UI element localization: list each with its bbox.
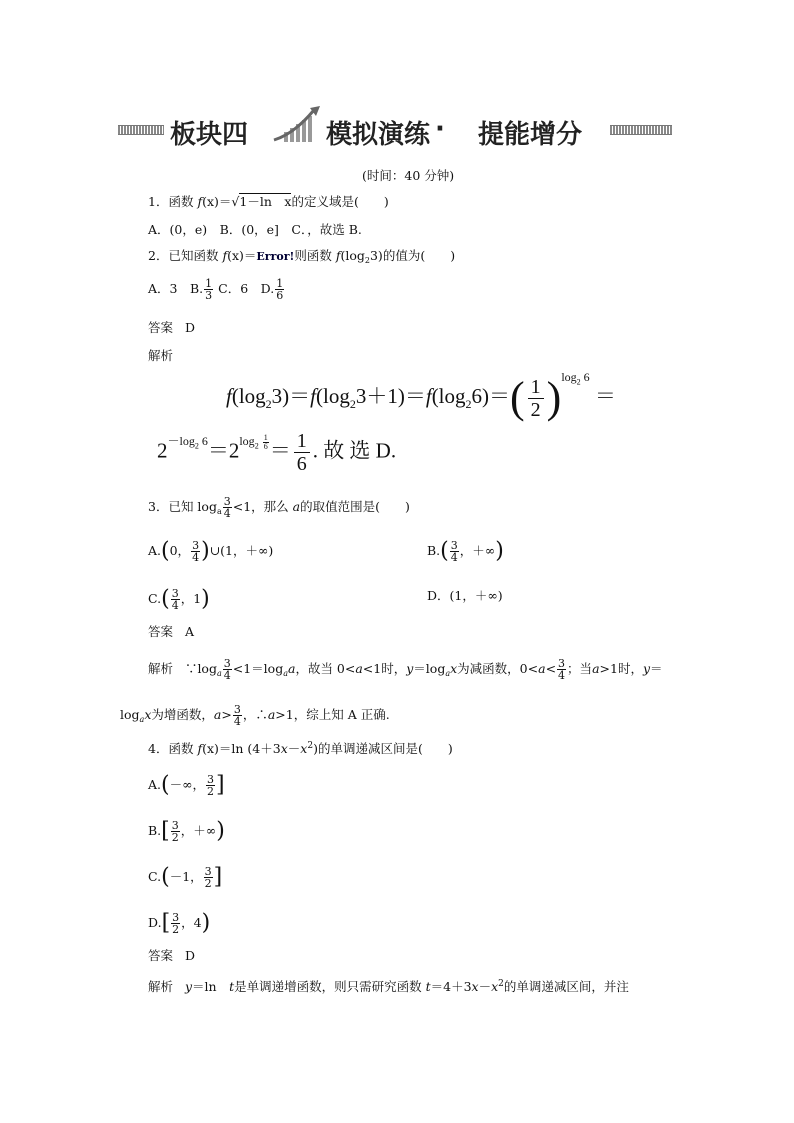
q3-a: a: [292, 499, 301, 514]
q4-s7: x: [471, 979, 479, 995]
q3-answer: [148, 624, 194, 640]
q4-option-b: B.[ $\frac{3}{2}$ ，＋∞): [148, 818, 225, 844]
header-dot: ·: [435, 114, 445, 144]
q4-s8: －: [478, 979, 492, 995]
q3-text3: 的取值范围是( ): [300, 499, 410, 514]
q3-s6: ＝log: [413, 661, 446, 676]
q4-text3: －: [287, 741, 301, 757]
q3-s1-frac: $\frac{3}{4}$: [223, 657, 231, 682]
q3-s3: a: [287, 661, 296, 676]
q1-number: 1．函数: [148, 194, 194, 209]
q3-s9: ；当: [567, 661, 593, 676]
q4-s11: 的单调递减区间，并注: [503, 979, 629, 995]
q3-s5: <1时，: [362, 661, 407, 676]
header-title-2: 提能增分: [478, 120, 583, 150]
header-right-bar: [610, 125, 672, 135]
q2-s2exp-b: 6: [198, 434, 208, 449]
q2-f: f: [222, 248, 228, 263]
q3-s10: >1时，: [599, 661, 643, 676]
q2-exp-b: 6: [580, 370, 590, 384]
q3-s11: ＝: [650, 661, 663, 676]
q1-eq: ＝: [218, 194, 232, 209]
q3-solution-label: 解析: [148, 661, 174, 676]
q4-text1: 4．函数: [148, 741, 194, 757]
header-section-label: 板块四: [170, 120, 249, 150]
q4-s1: y: [184, 979, 192, 995]
question-3: [148, 496, 410, 520]
q3-text2: <1，那么: [232, 499, 289, 514]
q4-s4: 是单调递增函数，则只需研究函数: [234, 979, 422, 995]
q2-f2: f: [335, 248, 341, 263]
q3-A-label: A.: [148, 543, 162, 558]
header-title-1: 模拟演练: [326, 120, 431, 150]
question-4: 4．函数 f(x)＝ln $(4+3x-x^2)$的单调递减区间是( ): [148, 741, 453, 757]
q2-s2a: 2: [157, 438, 168, 463]
q2-s2exp: －log: [167, 434, 195, 449]
q4-D-frac: $\frac{3}{2}$: [172, 911, 180, 936]
q3-l2a: log: [120, 707, 140, 722]
q3-option-a: A.(0， $\frac{3}{4}$ )∪(1，＋∞): [148, 538, 274, 564]
q4-A-label: A.: [148, 777, 162, 792]
q2-arg2: 3)的值为( ): [369, 248, 456, 263]
q3-solution-line-1: 解析 $\because\log_a$ $\frac{3}{4}$ $<1=\log_aa$，故当 0<a<1时，$y=\log_ax$为减函数，0<a< $\frac{3}{4}$ ；当a>1时，y＝: [148, 657, 663, 682]
q2-text1: 2．已知函数: [148, 248, 219, 263]
q4-option-d: D.[ $\frac{3}{2}$ ，4): [148, 910, 211, 936]
q2-text2: 则函数: [294, 248, 332, 263]
q4-answer: [148, 948, 195, 964]
q2-eq2: ＝: [594, 384, 616, 408]
header-left-bar: [118, 125, 164, 135]
q1-f: f: [197, 194, 203, 209]
q4-s2: ＝ln: [192, 979, 230, 995]
q4-D-label: D.: [148, 915, 162, 930]
q4-s3: t: [229, 979, 235, 995]
q2-s2b: ＝2: [207, 438, 240, 463]
q2-optA: A．3 B.: [148, 281, 204, 296]
q3-sub: a: [216, 507, 222, 516]
q4-text4: x: [300, 741, 308, 757]
q3-l2-frac: $\frac{3}{4}$: [233, 703, 241, 728]
q2-s2exp2-frac: $\frac{1}{6}$: [263, 433, 268, 452]
q2-answer-value: D: [184, 320, 195, 335]
q3-l2c: >: [221, 707, 232, 722]
q4-answer-label: 答案: [148, 948, 174, 963]
q3-B2: ，＋∞: [459, 543, 496, 558]
q2-optB-frac: $\frac{1}{3}$: [205, 277, 213, 302]
q3-s2: <1＝log: [232, 661, 284, 676]
q2-answer: [148, 320, 195, 336]
q3-text1: 3．已知 log: [148, 499, 217, 514]
q3-A-frac: $\frac{3}{4}$: [192, 539, 200, 564]
q2-s2d: . 故 选 D.: [312, 438, 397, 463]
q4-option-c: C.(－1， $\frac{3}{2}$ ]: [148, 864, 223, 890]
q3-l2e: ，∴: [242, 707, 268, 722]
q4-text2: ＝ln (4＋3: [218, 741, 281, 757]
rising-chart-icon: [270, 104, 322, 144]
q2-x: (x): [227, 248, 244, 263]
q3-option-c: C.( $\frac{3}{4}$ ，1): [148, 586, 210, 612]
q4-B-label: B.: [148, 823, 162, 838]
q4-answer-value: D: [184, 948, 195, 963]
q4-C-label: C.: [148, 869, 162, 884]
q2-arg: (log: [340, 248, 365, 263]
q2-solution-label: 解析: [148, 348, 174, 363]
q2-options: [148, 278, 285, 301]
q4-B-frac: $\frac{3}{2}$: [171, 819, 179, 844]
q3-x: x: [450, 661, 458, 676]
q4-option-a: A.(－∞， $\frac{3}{2}$ ]: [148, 772, 225, 798]
q2-s1-sub1: 2: [265, 397, 272, 412]
q4-solution-label: 解析: [148, 979, 174, 995]
q2-s2exp2: log: [239, 434, 255, 449]
q2-exp: log: [561, 370, 577, 384]
q4-s10: 2: [498, 979, 504, 989]
q3-option-b: B.( $\frac{3}{4}$ ，＋∞): [427, 538, 504, 564]
q3-answer-value: A: [184, 624, 194, 639]
q3-answer-label: 答案: [148, 624, 174, 639]
q3-option-d: D．(1，＋∞): [427, 588, 503, 603]
q4-C-frac: $\frac{3}{2}$: [204, 865, 212, 890]
q4-text5: )的单调递减区间是( ): [313, 741, 453, 757]
q4-A-frac: $\frac{3}{2}$: [207, 773, 215, 798]
q3-A1: 0，: [169, 543, 191, 558]
q2-eq: ＝: [243, 248, 257, 263]
time-limit: (时间：40 分钟): [362, 168, 455, 183]
q4-C1: －1，: [169, 869, 203, 884]
q4-A1: －∞，: [169, 777, 206, 792]
q1-tail: 的定义域是( ): [291, 194, 389, 209]
q4-x: (x): [202, 741, 219, 757]
q4-solution-line-1: [148, 976, 629, 995]
q3-frac: $\frac{3}{4}$: [223, 495, 231, 520]
q3-l2b: 为增函数，: [151, 707, 214, 722]
q3-s8: <: [545, 661, 557, 676]
q3-s4: ，故当 0<: [295, 661, 356, 676]
q2-half-frac: $\frac{1}{2}$: [528, 376, 544, 421]
q2-solution-line-2: $2^{-log_2 6}=2^{log_2 \frac{1}{6}}$ ＝ $\frac{1}{6}$ . 故 选 D.: [157, 430, 397, 475]
q3-B-frac: $\frac{3}{4}$: [450, 539, 458, 564]
q4-f: f: [197, 741, 203, 757]
q2-solution-line-1: $f(\log_23)=f(\log_23+1)=f(\log_26)=$( $\frac{1}{2}$ )$^{log_2 6}$ ＝: [226, 370, 616, 423]
q3-B-label: B.: [427, 543, 441, 558]
q2-error-text: Error!: [256, 250, 295, 263]
q2-sub: 2: [364, 256, 370, 265]
q1-options: A．(0，e) B．(0，e] C．，故选 B.: [148, 222, 362, 237]
q2-optC: C．6 D.: [218, 281, 275, 296]
q4-s6: ＝4＋3: [430, 979, 472, 995]
q3-s1: ∵log: [184, 661, 217, 676]
q3-l2f: >1，综上知 A 正确.: [275, 707, 390, 722]
q3-A2: ∪(1，＋∞): [209, 543, 274, 558]
q2-optD-frac: $\frac{1}{6}$: [276, 277, 284, 302]
q3-s7: 为减函数，0<: [457, 661, 539, 676]
q3-C2: ，1: [180, 591, 202, 606]
q4-s5: t: [425, 979, 431, 995]
q2-s2c: ＝: [269, 438, 291, 463]
q3-C-label: C.: [148, 591, 162, 606]
q3-y: y: [406, 661, 414, 676]
q2-answer-label: 答案: [148, 320, 174, 335]
q3-C-frac: $\frac{3}{4}$: [171, 587, 179, 612]
question-1: 1．函数 f(x)＝√1－ln x的定义域是( ): [148, 194, 389, 209]
q4-sq: 2: [307, 741, 314, 751]
q1-x: (x): [202, 194, 219, 209]
q4-D2: ，4: [181, 915, 202, 930]
q2-sixth-frac: $\frac{1}{6}$: [294, 430, 310, 475]
q4-B2: ，＋∞: [180, 823, 217, 838]
q2-exp-sub: 2: [576, 377, 581, 387]
q3-s8-frac: $\frac{3}{4}$: [558, 657, 566, 682]
question-2: [148, 248, 455, 269]
q3-solution-line-2: $\log_ax$为增函数，a> $\frac{3}{4}$ ，∴a>1，综上知 A 正确.: [120, 703, 390, 728]
q4-s9: x: [491, 979, 499, 995]
q1-radicand: 1－ln x: [239, 194, 292, 209]
